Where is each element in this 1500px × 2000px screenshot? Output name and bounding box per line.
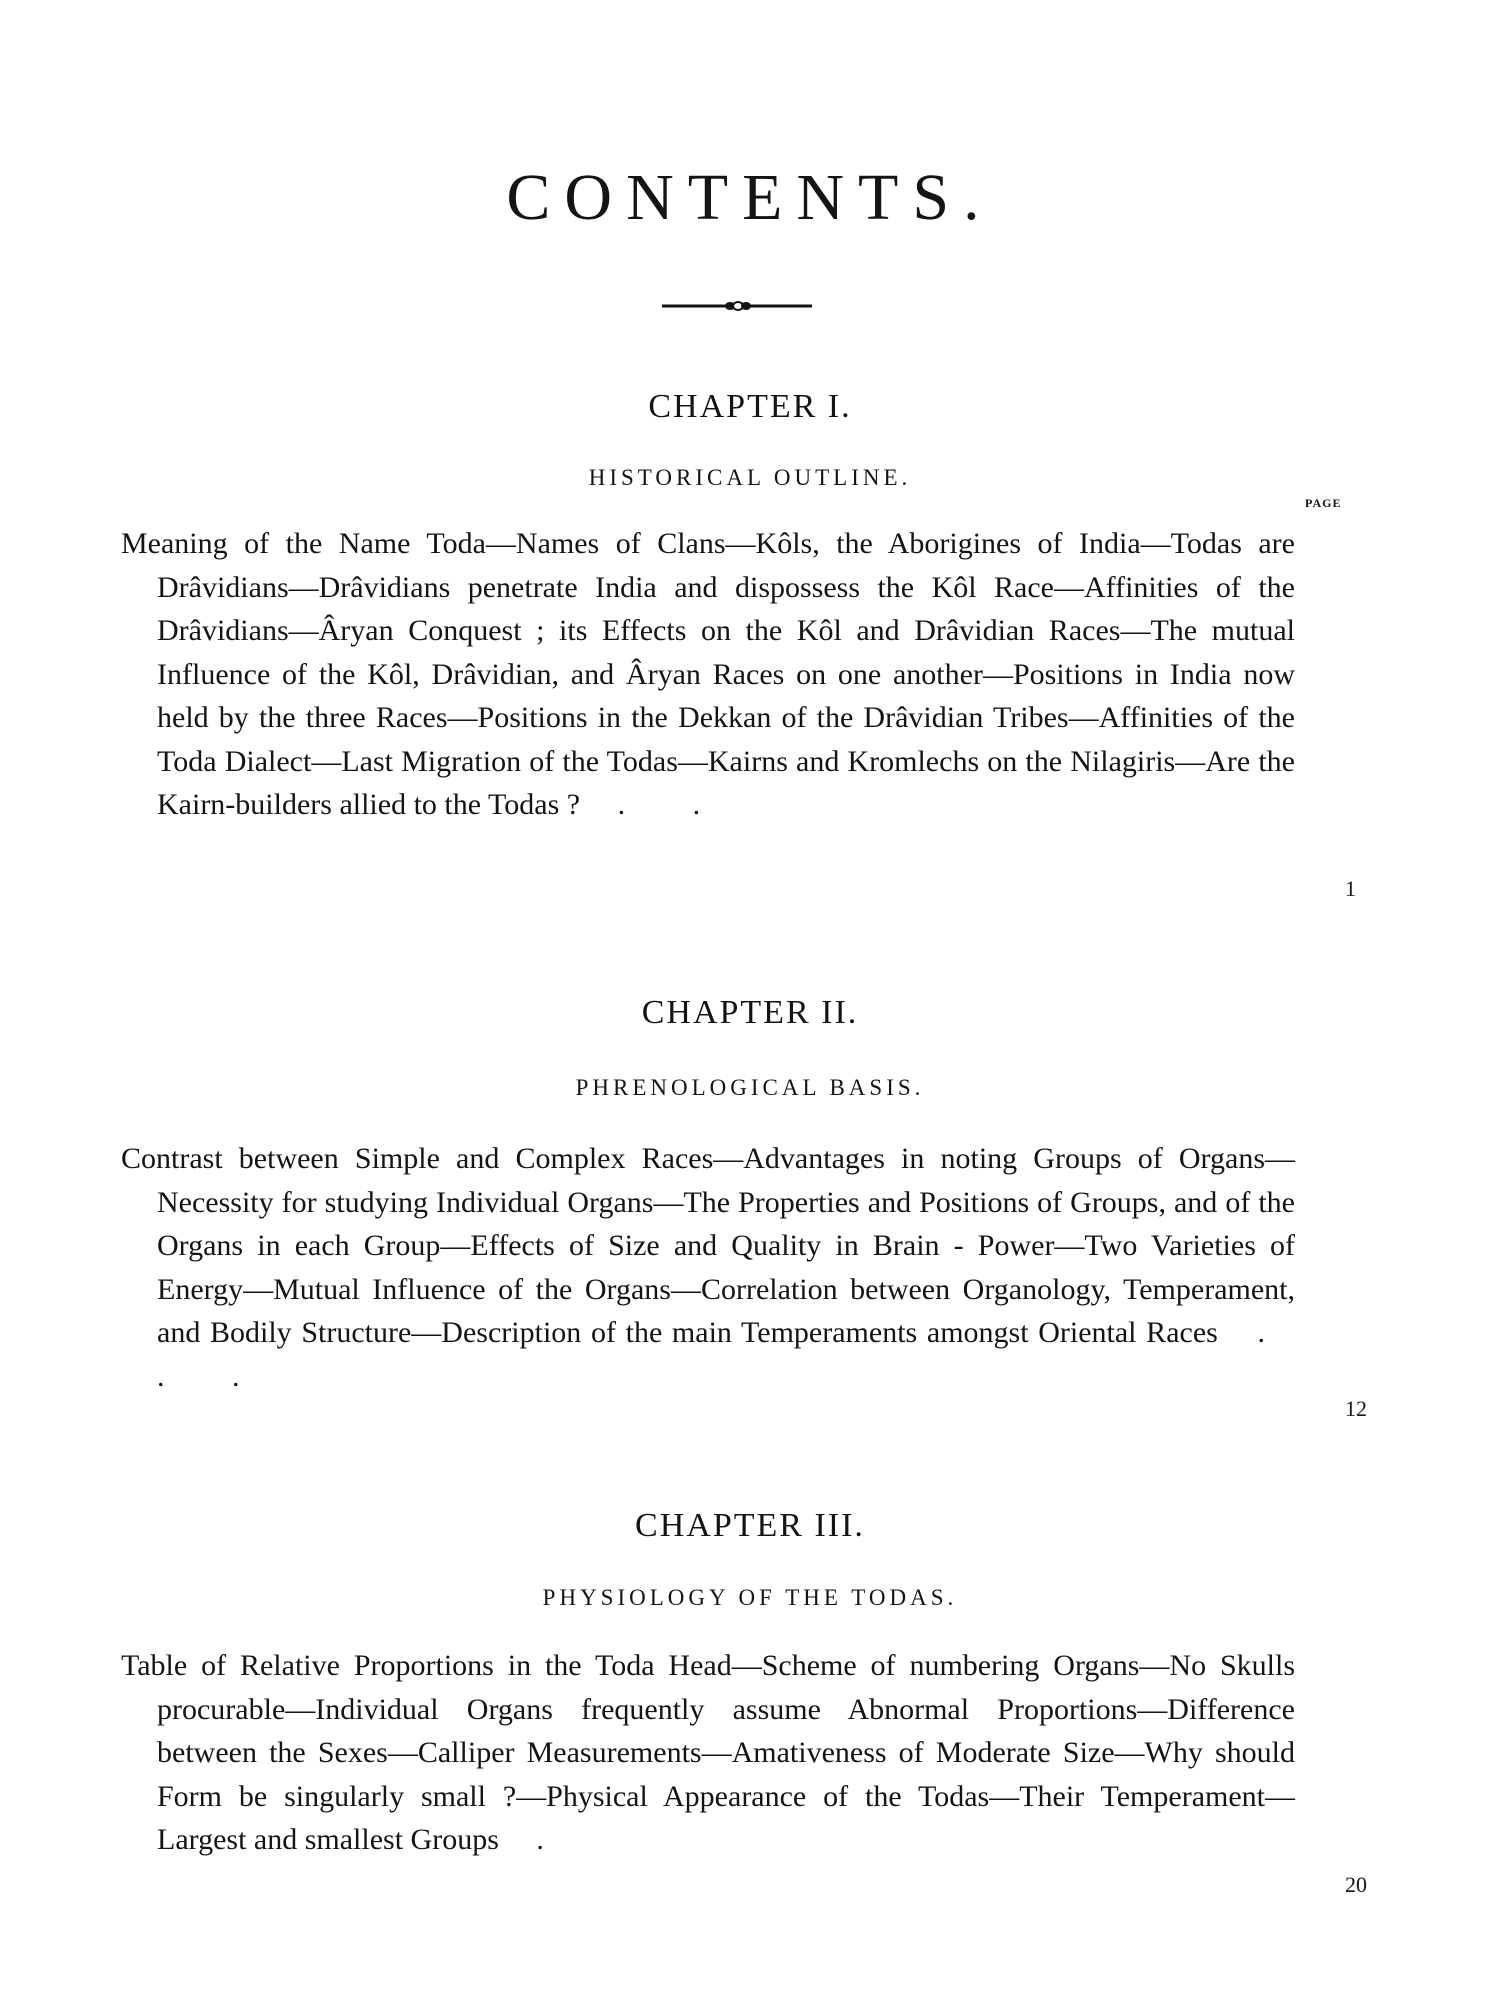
page-title: CONTENTS. — [506, 161, 994, 234]
chapter-1-synopsis: Meaning of the Name Toda—Names of Clans—Kôls, the Aborigines of India—Todas are Drâvidians—Drâvidians penetrate India and dispossess the Kôl Race—Affinities of the Drâvidians—Âryan Conquest ; its Effects on the Kôl and Drâvidian Races—The mutual Influence of the Kôl, Drâvidian, and Âryan Races on one another—Positions in India now held by the three Races—Positions in the Dekkan of the Drâvidian Tribes—Affinities of the Toda Dialect—Last Migration of the Todas—Kairns and Kromlechs on the Nilagiris—Are the Kairn-builders allied to the Todas ? . . — [121, 527, 1295, 821]
chapter-3-synopsis: Table of Relative Proportions in the Toda Head—Scheme of numbering Organs—No Skulls procurable—Individual Organs frequently assume Abnormal Proportions—Difference between the Sexes—Calliper Measurements—Amativeness of Moderate Size—Why should Form be singularly small ?—Physical Appearance of the Todas—Their Temperament—Largest and smallest Groups . — [121, 1649, 1295, 1856]
chapter-3-page-number: 20 — [1345, 1872, 1367, 1897]
chapter-3-heading: CHAPTER III. — [635, 1507, 865, 1544]
chapter-1-subtitle: HISTORICAL OUTLINE. — [588, 465, 912, 490]
chapter-3-subtitle: PHYSIOLOGY OF THE TODAS. — [542, 1585, 958, 1610]
page-column-label: PAGE — [1305, 496, 1342, 510]
chapter-2-page-number: 12 — [1345, 1396, 1367, 1421]
chapter-2-heading: CHAPTER II. — [641, 994, 859, 1031]
chapter-1-page-number: 1 — [1345, 876, 1356, 901]
chapter-2-synopsis: Contrast between Simple and Complex Races—Advantages in noting Groups of Organs—Necessity for studying Individual Organs—The Properties and Positions of Groups, and of the Organs in each Group—Effects of Size and Quality in Brain - Power—Two Varieties of Energy—Mutual Influence of the Organs—Correlation between Organology, Temperament, and Bodily Structure—Description of the main Temperaments amongst Oriental Races . . . — [121, 1142, 1296, 1393]
chapter-1-heading: CHAPTER I. — [648, 388, 852, 425]
chapter-2-subtitle: PHRENOLOGICAL BASIS. — [575, 1075, 925, 1100]
title-ornament — [662, 298, 812, 314]
